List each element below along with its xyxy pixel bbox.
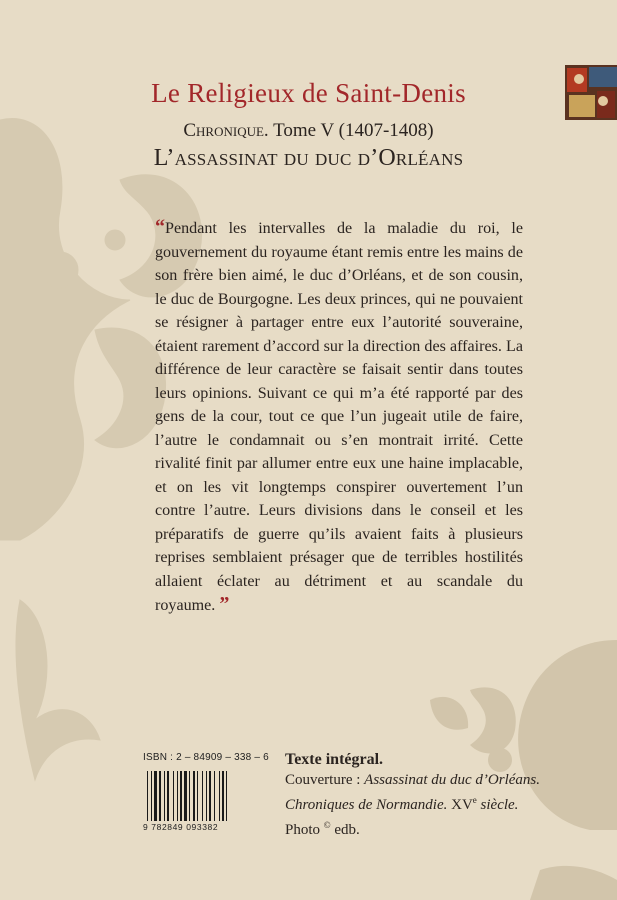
- cover-source-line: [285, 790, 585, 815]
- full-text-label: Texte intégral.: [285, 751, 384, 768]
- book-headline: L’assassinat du duc d’Orléans: [153, 145, 464, 171]
- photo-credit-line: [285, 815, 585, 840]
- subtitle-prefix: Chronique.: [183, 120, 269, 141]
- back-cover-quote: [155, 216, 523, 618]
- book-title: Le Religieux de Saint-Denis: [151, 78, 466, 108]
- isbn-barcode-block: [143, 752, 271, 832]
- barcode-icon: [143, 771, 271, 821]
- book-subtitle: [0, 120, 617, 142]
- colophon: [285, 750, 585, 840]
- cover-title: Assassinat du duc d’Orléans.: [364, 772, 540, 788]
- quote-text: Pendant les intervalles de la maladie du roi, le gouvernement du royaume étant remis entre les mains de son frère bien aimé, le duc d’Orléans, et de son cousin, le duc de Bourgogne. Les deux princes, qui ne pouvaient se résigner à partager entre eux l’autorité souveraine, étaient rarement d’accord sur la direction des affaires. La différence de leur caractère se faisait sentir dans toutes leurs opinions. Suivant ce qui m’a été rapporté par des gens de la cour, tout ce que l’un jugeait utile de faire, l’autre le condamnait ou s’en montrait irrité. Cette rivalité finit par allumer entre eux une haine implacable, et on les vit longtemps conspirer ouvertement l’un contre l’autre. Leurs divisions dans le conseil et les préparatifs de guerre qu’ils avaient faits à plusieurs reprises semblaient présager que de terribles hostilités allaient éclater au détriment et au scandale du royaume.: [155, 220, 523, 614]
- cover-century-word: siècle.: [480, 797, 519, 813]
- copyright-symbol: ©: [323, 820, 331, 830]
- open-quote-mark: “: [155, 216, 165, 238]
- century-suffix: e: [472, 795, 477, 805]
- subtitle-years: (1407-1408): [338, 120, 434, 141]
- photo-label: Photo: [285, 822, 321, 838]
- subtitle-tome: Tome V: [273, 120, 334, 141]
- photo-credit: edb.: [334, 822, 360, 838]
- barcode-digits: 9 782849 093382: [143, 822, 219, 832]
- close-quote-mark: ”: [219, 593, 230, 615]
- isbn-number: ISBN : 2 – 84909 – 338 – 6: [143, 752, 269, 763]
- cover-credit-line: [285, 770, 585, 790]
- cover-source: Chroniques de Normandie.: [285, 797, 448, 813]
- cover-century: XV: [451, 797, 473, 813]
- cover-label: Couverture :: [285, 772, 361, 788]
